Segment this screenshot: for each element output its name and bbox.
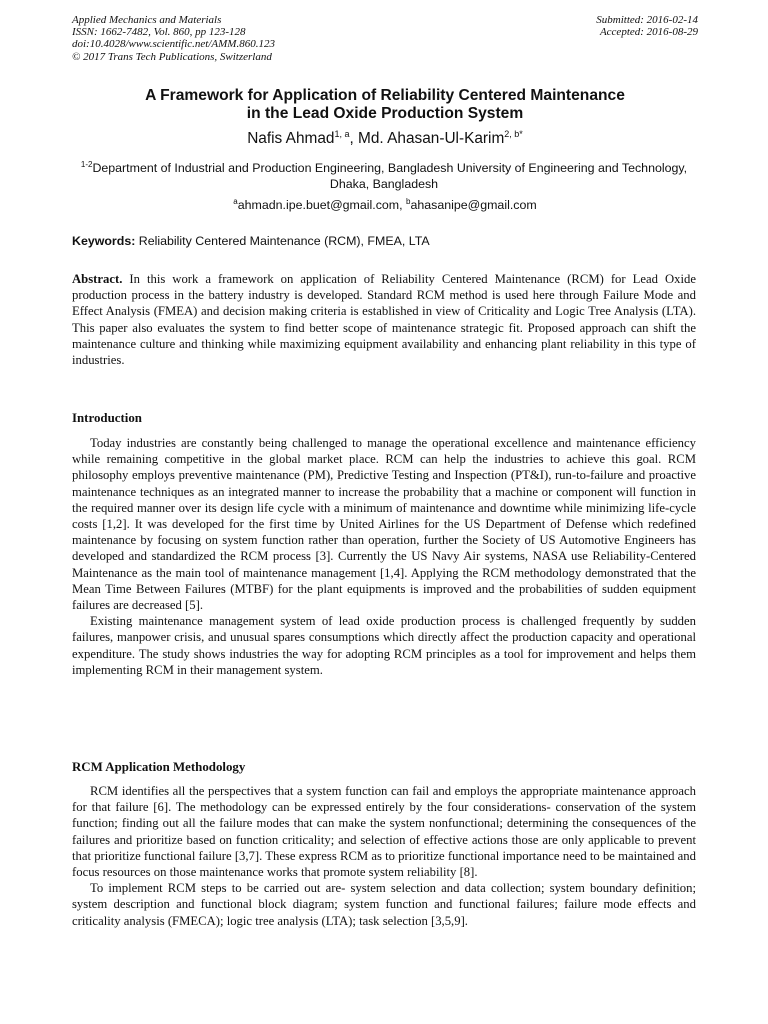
abstract-text: In this work a framework on application of Reliability Centered Maintenance (RCM) for Lead Oxide production process in the battery industry is developed. Standard RCM method is used here through Failure Mode and Effect Analysis (FMEA) and decision making criteria is established in view of Criticality and Logic Tree Analysis (LTA). This paper also evaluates the system to find better scope of maintenance strategic fit. Proposed approach can shift the maintenance culture and thinking while maximizing equipment availability and enhancing plant reliability in this type of industries. <box>72 272 696 368</box>
author-list <box>72 129 698 148</box>
introduction-paragraph-2: Existing maintenance management system of lead oxide production process is challenged frequently by sudden failures, manpower crisis, and unusual spares consumptions which directly affect the production capacity and operational expenditure. The study shows industries the way for adopting RCM principles as a tool for improvement and helps them implementing RCM in their management system. <box>72 614 696 677</box>
abstract <box>72 271 696 368</box>
keywords-label: Keywords: <box>72 234 136 248</box>
keywords-text: Reliability Centered Maintenance (RCM), FMEA, LTA <box>135 234 430 248</box>
introduction-paragraph-1: Today industries are constantly being challenged to manage the operational excellence and maintenance efficiency while remaining competitive in the global market place. RCM can help the industries to achieve this goal. RCM philosophy employs preventive maintenance (PM), Predictive Testing and Inspection (PT&I), run-to-failure and proactive maintenance techniques as an integrated manner to increase the probability that a machine or component will function in the required manner over its design life cycle with a minimum of maintenance and downtime while minimizing life-cycle costs [1,2]. It was developed for the first time by United Airlines for the US Department of Defense which redefined maintenance by focusing on system function rather than operation, further the Society of US Automotive Engineers has developed and standardized the RCM process [3]. Currently the US Navy Air systems, NASA use Reliability-Centered Maintenance as the main tool of maintenance management [1,4]. Applying the RCM methodology demonstrated that the Mean Time Between Failures (MTBF) for the plant equipments is improved and the probabilities of sudden equipment failures are decreased [5]. <box>72 436 696 613</box>
journal-doi: doi:10.4028/www.scientific.net/AMM.860.123 <box>72 38 275 51</box>
title-line-2: in the Lead Oxide Production System <box>246 105 524 122</box>
author-emails <box>72 197 698 212</box>
accepted-date: Accepted: 2016-08-29 <box>599 26 698 39</box>
author-2-affiliation-mark: 2, b* <box>504 129 523 139</box>
journal-info <box>72 14 275 63</box>
methodology-paragraph-2: To implement RCM steps to be carried out are- system selection and data collection; system boundary definition; system description and functional block diagram; system function and functional failures; failure mode effects and criticality analysis (FMECA); logic tree analysis (LTA); task selection [3,5,9]. <box>72 881 696 928</box>
journal-issn: ISSN: 1662-7482, Vol. 860, pp 123-128 <box>72 26 246 39</box>
submitted-date: Submitted: 2016-02-14 <box>596 14 698 26</box>
email-b-mark: b <box>406 197 411 206</box>
email-a-mark: a <box>233 197 238 206</box>
email-separator: , <box>399 198 406 213</box>
email-b: ahasanipe@gmail.com <box>410 198 537 213</box>
methodology-body <box>72 783 696 929</box>
methodology-paragraph-1: RCM identifies all the perspectives that a system function can fail and employs the appropriate maintenance approach for that failure [6]. The methodology can be expressed entirely by the four considerations- conservation of the system function; finding out all the failure modes that can make the system nonfunctional; determining the consequences of the failures and prioritize based on function criticality; and selection of effective actions those are only applicable to prevent that prioritize functional failure [3,7]. These express RCM as to prioritize functional importance need to be maintained and focus resources on those maintenance works that promote system reliability [8]. <box>72 784 696 880</box>
journal-copyright: © 2017 Trans Tech Publications, Switzerland <box>72 50 272 63</box>
journal-name: Applied Mechanics and Materials <box>72 14 222 26</box>
section-heading-introduction: Introduction <box>72 411 142 425</box>
section-heading-methodology: RCM Application Methodology <box>72 760 246 774</box>
journal-header <box>72 14 698 63</box>
paper-title <box>72 87 698 123</box>
title-line-1: A Framework for Application of Reliability Centered Maintenance <box>145 87 625 104</box>
author-1-affiliation-mark: 1, a <box>334 129 350 139</box>
affiliation-mark: 1-2 <box>80 160 93 169</box>
affiliation <box>72 157 696 192</box>
abstract-paragraph <box>72 271 696 368</box>
introduction-body <box>72 435 696 678</box>
abstract-label: Abstract. <box>72 272 123 286</box>
keywords <box>72 234 698 248</box>
email-a: ahmadn.ipe.buet@gmail.com <box>237 198 400 213</box>
author-separator: , <box>349 130 359 148</box>
submission-dates <box>596 14 698 38</box>
affiliation-text: Department of Industrial and Production Engineering, Bangladesh University of Engineering and Technology, Dhaka, Bangladesh <box>92 161 688 192</box>
author-1: Nafis Ahmad <box>247 130 335 148</box>
author-2: Md. Ahasan-Ul-Karim <box>358 130 505 148</box>
